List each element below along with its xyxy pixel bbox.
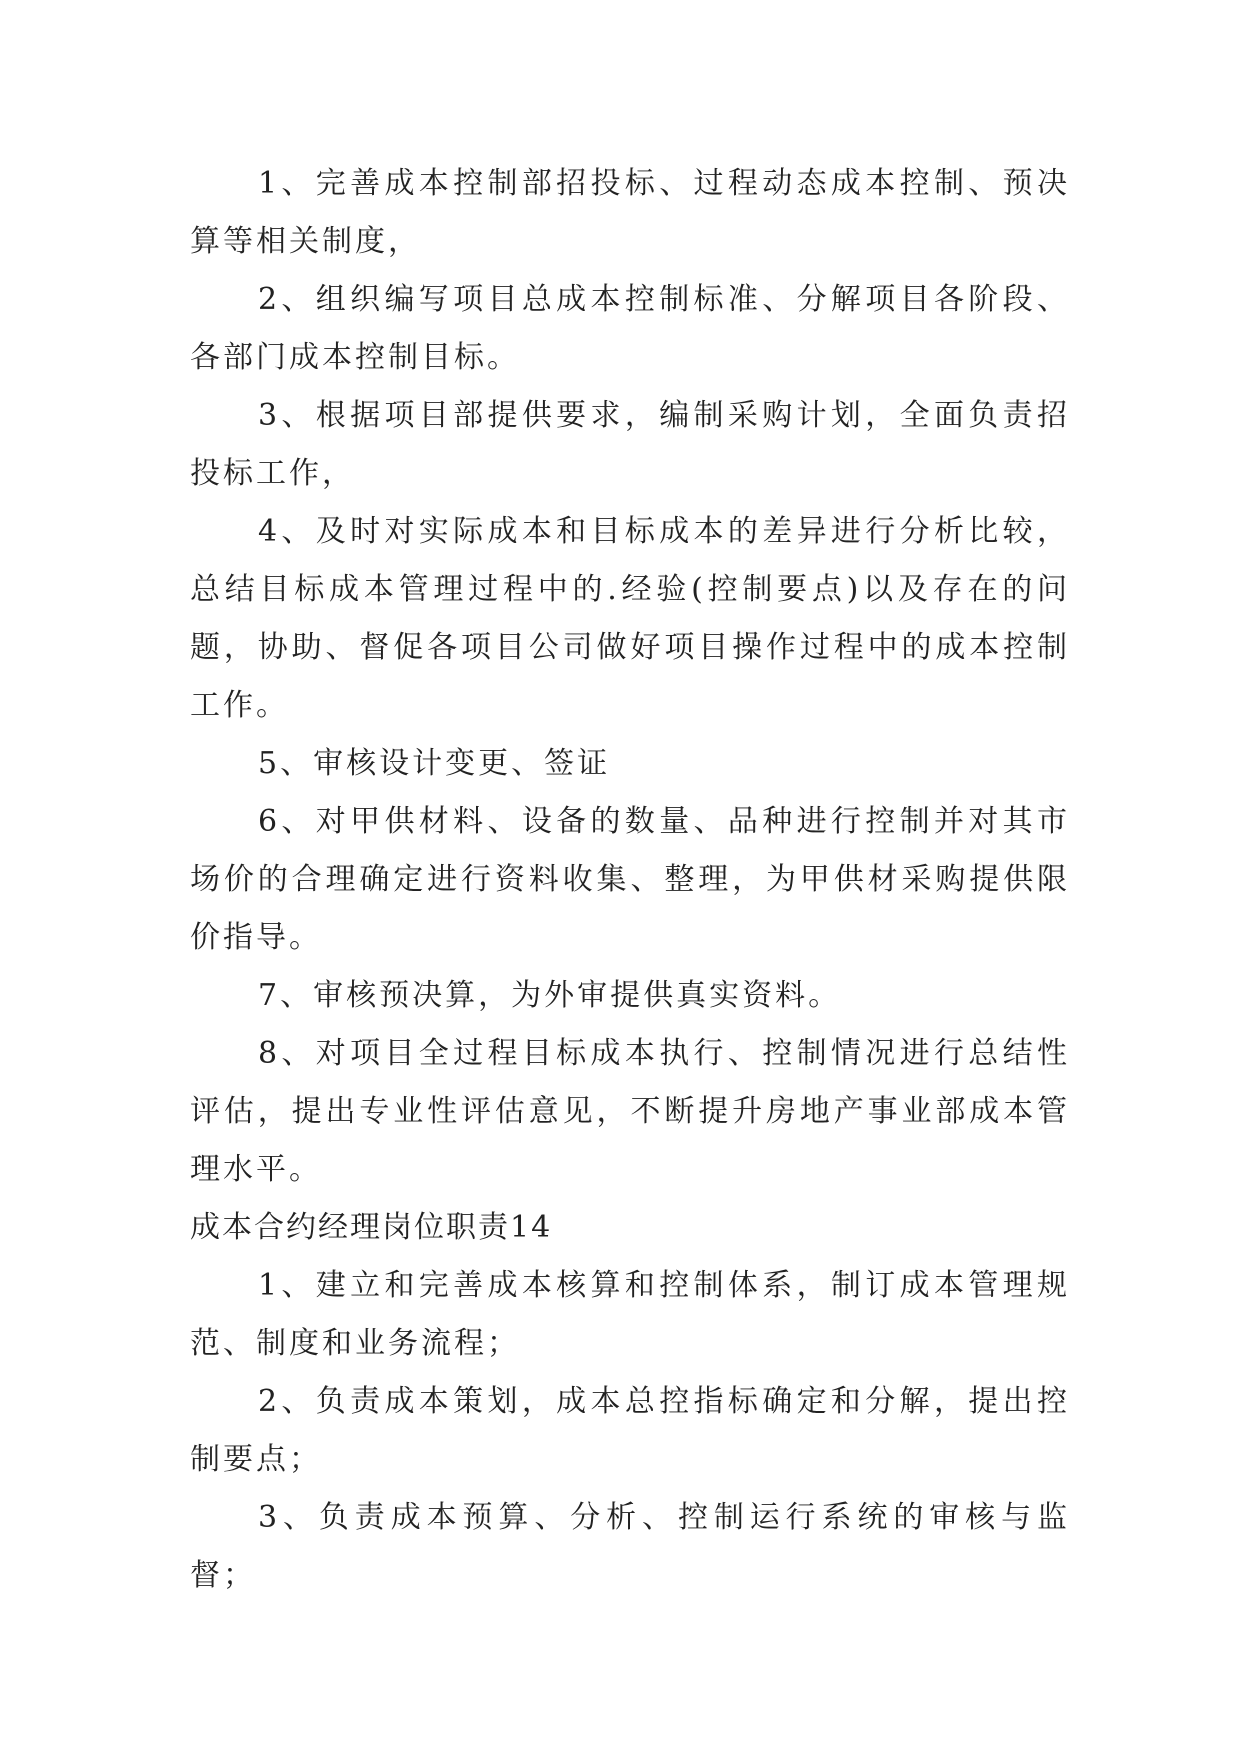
section-title: 成本合约经理岗位职责14 bbox=[190, 1210, 553, 1245]
list-item: 1、完善成本控制部招投标、过程动态成本控制、预决算等相关制度， bbox=[190, 166, 1070, 259]
list-item: 2、组织编写项目总成本控制标准、分解项目各阶段、各部门成本控制目标。 bbox=[190, 282, 1070, 375]
document-body bbox=[190, 155, 1070, 1605]
list-item: 5、审核设计变更、签证 bbox=[258, 746, 611, 781]
list-item: 6、对甲供材料、设备的数量、品种进行控制并对其市场价的合理确定进行资料收集、整理，为甲供材采购提供限价指导。 bbox=[190, 804, 1070, 955]
list-item: 8、对项目全过程目标成本执行、控制情况进行总结性评估，提出专业性评估意见，不断提升房地产事业部成本管理水平。 bbox=[190, 1036, 1070, 1187]
list-item: 3、根据项目部提供要求，编制采购计划，全面负责招投标工作， bbox=[190, 398, 1070, 491]
list-item: 7、审核预决算，为外审提供真实资料。 bbox=[258, 978, 842, 1013]
list-item: 2、负责成本策划，成本总控指标确定和分解，提出控制要点； bbox=[190, 1384, 1070, 1477]
list-item: 3、负责成本预算、分析、控制运行系统的审核与监督； bbox=[190, 1500, 1070, 1593]
list-item: 4、及时对实际成本和目标成本的差异进行分析比较，总结目标成本管理过程中的.经验(控制要点)以及存在的问题，协助、督促各项目公司做好项目操作过程中的成本控制工作。 bbox=[190, 514, 1070, 723]
list-item: 1、建立和完善成本核算和控制体系，制订成本管理规范、制度和业务流程； bbox=[190, 1268, 1070, 1361]
